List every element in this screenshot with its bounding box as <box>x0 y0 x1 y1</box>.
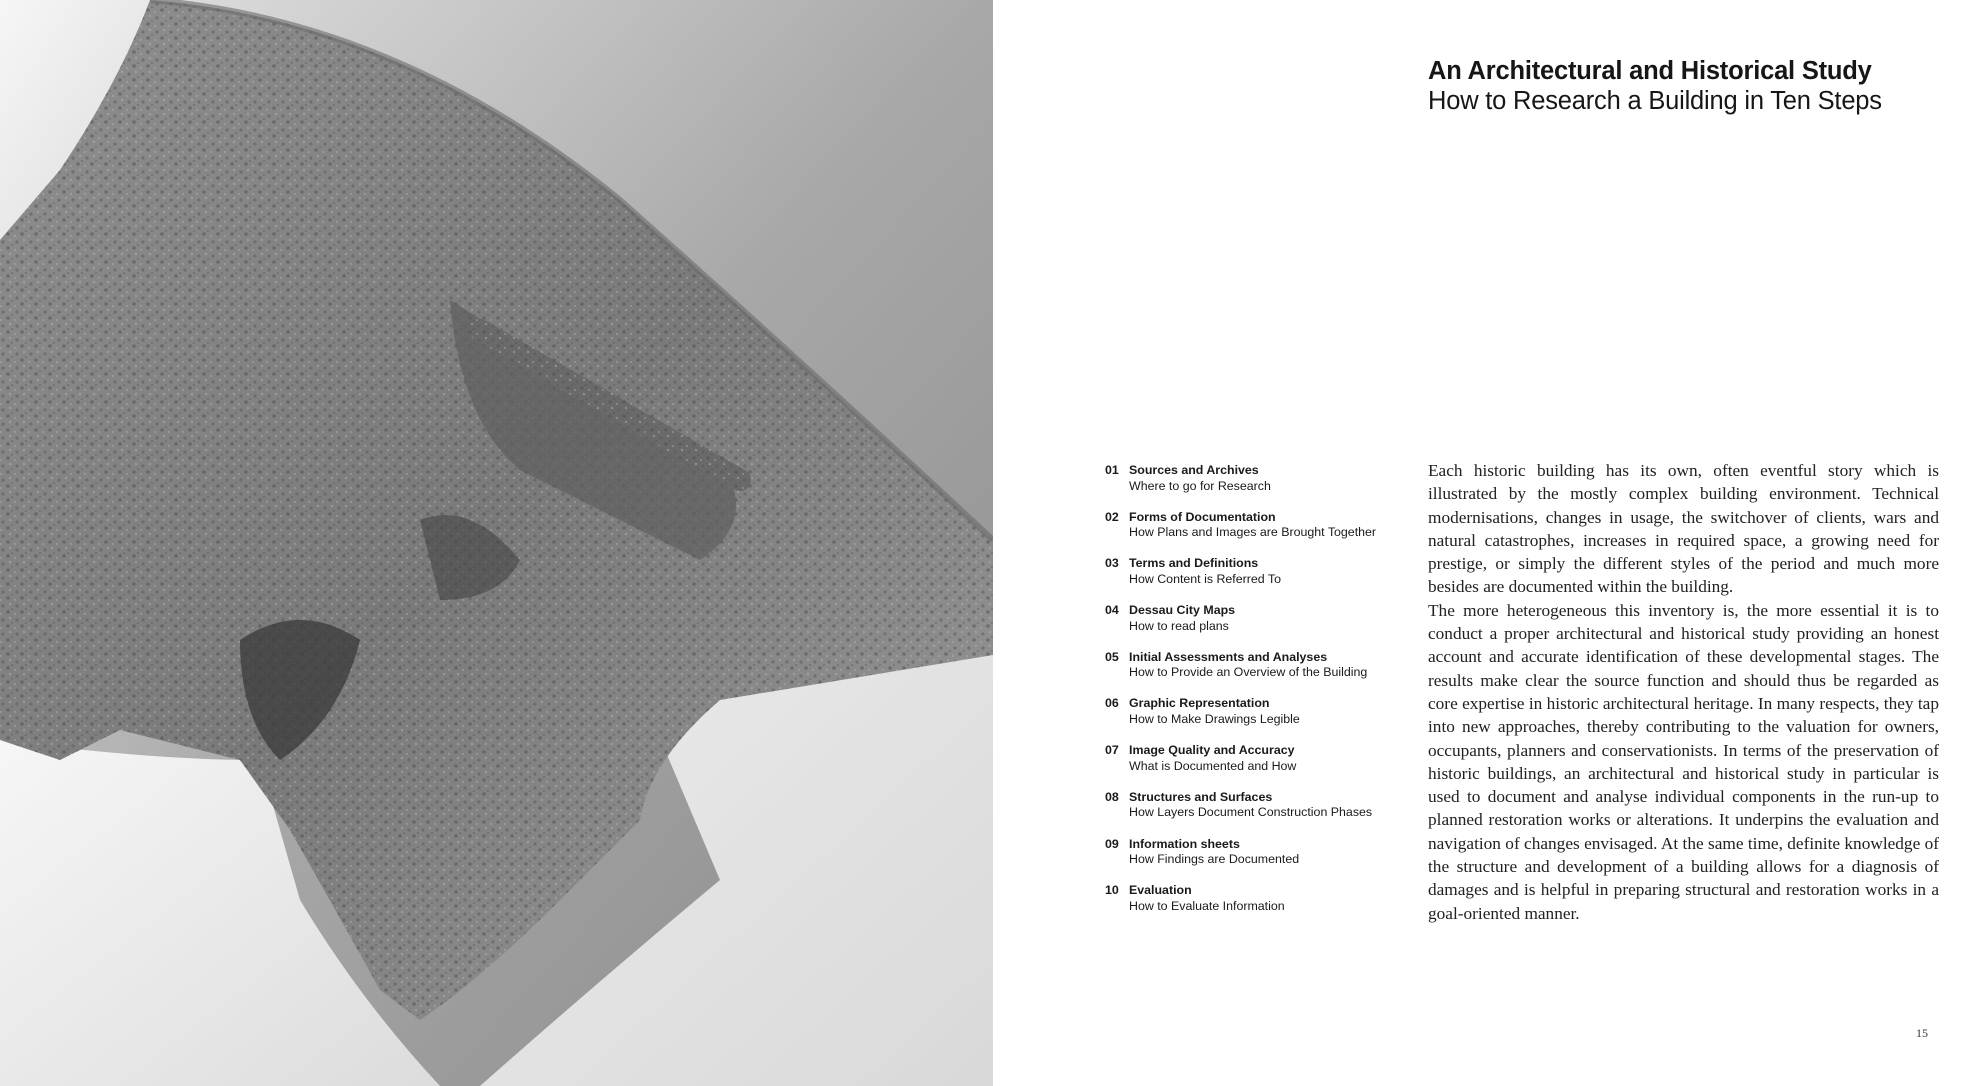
toc-heading: Initial Assessments and Analyses <box>1129 649 1328 664</box>
toc-item <box>1105 883 1405 930</box>
page-number: 15 <box>1916 1026 1928 1040</box>
toc-subheading: What is Documented and How <box>1129 758 1297 773</box>
toc-subheading: Where to go for Research <box>1129 478 1271 493</box>
toc-number: 02 <box>1105 509 1119 524</box>
toc-heading: Terms and Definitions <box>1129 556 1259 571</box>
toc-subheading: How Findings are Documented <box>1129 852 1300 866</box>
toc-item <box>1105 650 1405 697</box>
toc-item <box>1105 837 1405 884</box>
toc-number: 05 <box>1105 649 1119 664</box>
toc-number: 01 <box>1105 463 1119 477</box>
toc-subheading: How to read plans <box>1129 618 1229 633</box>
toc-heading: Image Quality and Accuracy <box>1129 743 1295 758</box>
toc-item <box>1105 510 1405 557</box>
toc-subheading: How to Evaluate Information <box>1129 898 1285 913</box>
toc-number: 04 <box>1105 603 1119 618</box>
body-paragraph: The more heterogeneous this inventory is, the more essential it is to conduct a proper architectural and historical study providing an honest account and accurate identification of these developmental stages. The results make clear the source function and should thus be regarded as core expertise in historic architectural heritage. In many respects, they tap into new approaches, thereby contributing to the valuation for owners, occupants, planners and conservationists. In terms of the preservation of historic buildings, an architectural and historical study in particular is used to document and analyse individual components in the run-up to planned restoration works or alterations. It underpins the evaluation and navigation of changes envisaged. At the same time, definite knowledge of the structure and development of a building allows for a diagnosis of damages and is helpful in preparing structural and restoration works in a goal-oriented manner. <box>1428 600 1939 923</box>
page-subtitle: How to Research a Building in Ten Steps <box>1428 87 1882 115</box>
toc-number: 10 <box>1105 883 1119 898</box>
toc-heading: Graphic Representation <box>1129 696 1270 711</box>
toc-subheading: How Plans and Images are Brought Together <box>1129 525 1377 540</box>
toc-number: 06 <box>1105 696 1119 711</box>
toc-item <box>1105 603 1405 650</box>
toc-number: 08 <box>1105 789 1119 804</box>
body-paragraph: Each historic building has its own, often eventful story which is illustrated by the mostly complex building environment. Technical modernisations, changes in usage, the switchover of clients, wars and natural catastrophes, increases in required space, a growing need for prestige, or simply the different styles of the period and much more besides are documented within the building. <box>1428 461 1939 597</box>
toc-subheading: How Content is Referred To <box>1129 571 1281 586</box>
toc-subheading: How to Make Drawings Legible <box>1129 711 1300 726</box>
toc-heading: Structures and Surfaces <box>1129 789 1273 804</box>
table-of-contents <box>1105 463 1405 930</box>
body-text <box>1428 459 1939 925</box>
toc-item <box>1105 696 1405 743</box>
toc-number: 03 <box>1105 556 1119 571</box>
toc-item <box>1105 463 1405 510</box>
toc-item <box>1105 790 1405 837</box>
title-block <box>1428 56 1948 116</box>
toc-heading: Evaluation <box>1129 883 1192 898</box>
toc-subheading: How to Provide an Overview of the Building <box>1129 665 1368 680</box>
toc-heading: Dessau City Maps <box>1129 603 1236 618</box>
toc-item <box>1105 743 1405 790</box>
toc-subheading: How Layers Document Construction Phases <box>1129 805 1373 820</box>
toc-number: 07 <box>1105 743 1119 758</box>
toc-number: 09 <box>1105 836 1119 851</box>
page-title: An Architectural and Historical Study <box>1428 57 1872 85</box>
toc-heading: Forms of Documentation <box>1129 509 1276 524</box>
toc-item <box>1105 556 1405 603</box>
toc-heading: Sources and Archives <box>1129 463 1259 477</box>
toc-heading: Information sheets <box>1129 836 1240 851</box>
